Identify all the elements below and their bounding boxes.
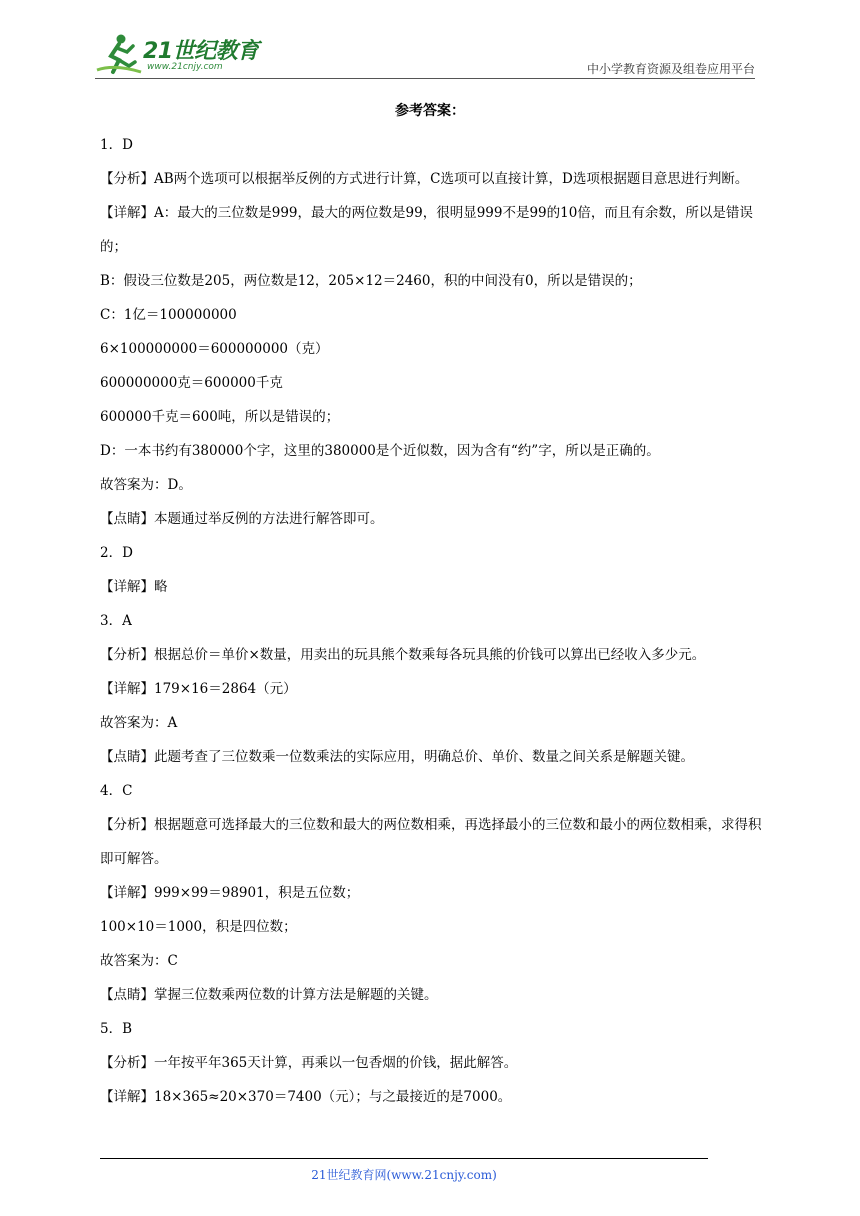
runner-logo-icon	[95, 32, 145, 78]
answer-line: B：假设三位数是205，两位数是12，205×12＝2460，积的中间没有0，所以是错误的；	[100, 273, 642, 289]
answer-line: D：一本书约有380000个字，这里的380000是个近似数，因为含有“约”字，所以是正确的。	[100, 443, 660, 459]
answer-line: 4．C	[100, 783, 133, 799]
answer-line: 【详解】999×99＝98901，积是五位数；	[100, 885, 360, 901]
answer-line: 【分析】根据题意可选择最大的三位数和最大的两位数相乘，再选择最小的三位数和最小的两位数相乘，求得积即可解答。	[100, 817, 762, 867]
answer-line: 2．D	[100, 545, 133, 561]
answer-line: 【分析】根据总价＝单价×数量，用卖出的玩具熊个数乘每各玩具熊的价钱可以算出已经收入多少元。	[100, 647, 706, 663]
logo-url: www.21cnjy.com	[147, 62, 223, 72]
answer-line: 【分析】AB两个选项可以根据举反例的方式进行计算，C选项可以直接计算，D选项根据题目意思进行判断。	[100, 171, 749, 187]
page-header	[95, 30, 755, 82]
answer-line: 3．A	[100, 613, 132, 629]
answer-line: C：1亿＝100000000	[100, 307, 237, 323]
logo-text: 21世纪教育	[143, 39, 259, 64]
logo	[95, 32, 265, 78]
answer-line: 【详解】A：最大的三位数是999，最大的两位数是99，很明显999不是99的10倍，而且有余数，所以是错误的；	[100, 205, 753, 255]
answer-line: 【详解】略	[100, 579, 168, 595]
answer-line: 6×100000000＝600000000（克）	[100, 341, 329, 357]
footer-text: 21世纪教育网(www.21cnjy.com)	[311, 1168, 497, 1182]
answer-line: 【详解】18×365≈20×370＝7400（元）；与之最接近的是7000。	[100, 1089, 512, 1105]
platform-name: 中小学教育资源及组卷应用平台	[586, 62, 755, 76]
answer-line: 【点睛】此题考查了三位数乘一位数乘法的实际应用，明确总价、单价、数量之间关系是解题关键。	[100, 749, 694, 765]
answer-line: 100×10＝1000，积是四位数；	[100, 919, 297, 935]
answer-line: 5．B	[100, 1021, 133, 1037]
answer-line: 【点睛】掌握三位数乘两位数的计算方法是解题的关键。	[100, 987, 438, 1003]
answer-line: 600000000克＝600000千克	[100, 375, 283, 391]
answer-line: 故答案为：D。	[100, 477, 192, 493]
header-divider	[95, 78, 755, 79]
answer-line: 【分析】一年按平年365天计算，再乘以一包香烟的价钱，据此解答。	[100, 1055, 518, 1071]
answer-content	[100, 128, 762, 1114]
answer-line: 故答案为：C	[100, 953, 178, 969]
page-title: 参考答案：	[395, 103, 465, 119]
answer-line: 故答案为：A	[100, 715, 178, 731]
answer-line: 【点睛】本题通过举反例的方法进行解答即可。	[100, 511, 384, 527]
answer-line: 600000千克＝600吨，所以是错误的；	[100, 409, 340, 425]
footer-divider	[100, 1158, 708, 1159]
answer-line: 1．D	[100, 137, 133, 153]
answer-line: 【详解】179×16＝2864（元）	[100, 681, 297, 697]
